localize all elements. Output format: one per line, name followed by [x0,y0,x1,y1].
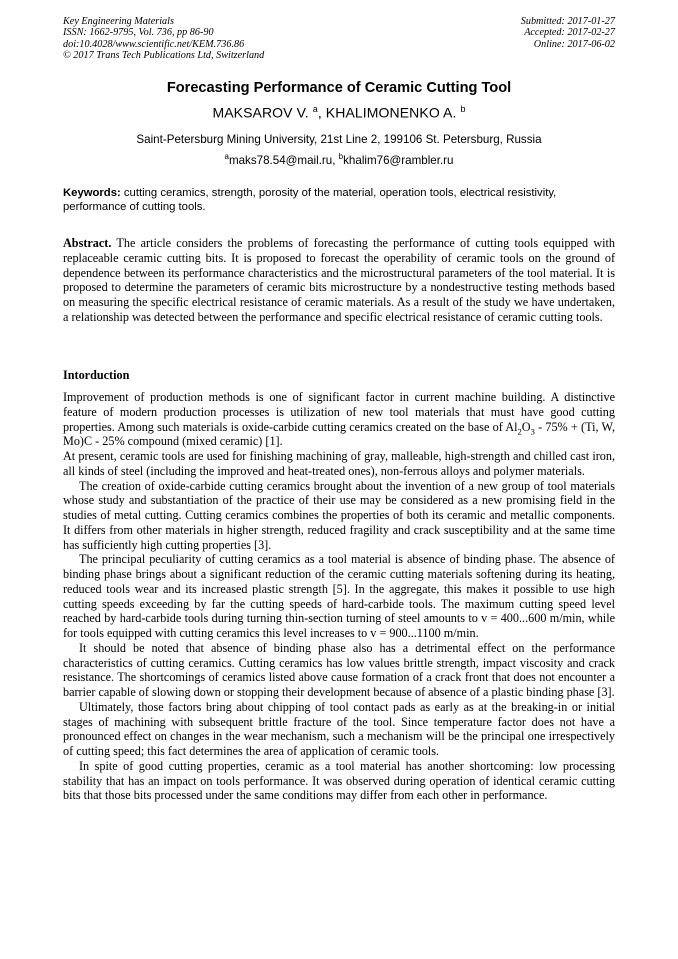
journal-header-left [63,16,264,62]
section-body [63,390,615,803]
abstract-block [63,236,615,325]
submitted-date: Submitted: 2017-01-27 [520,16,615,27]
journal-copyright: © 2017 Trans Tech Publications Ltd, Switzerland [63,50,265,62]
paragraph-6: Ultimately, those factors bring about chipping of tool contact pads as early as at the breaking-in or initial stages of machining with subsequent brittle fracture of the tool. Since temperature factor does not have a pronounced effect on changes in the wear mechanism, such a mechanism will be the principal one irrespectively of cutting speed; this fact determines the area of application of ceramic tools. [63,699,615,758]
keywords-label: Keywords: [63,187,121,199]
paragraph-3: The creation of oxide-carbide cutting ceramics brought about the invention of a new group of tool materials whose study and substantiation of the practice of their use may be considered as a new promising field in the studies of metal cutting. Cutting ceramics combines the properties of both its ceramic and metallic components. It differs from other materials in higher strength, reduced fragility and crack susceptibility and at the same time has sufficiently high cutting properties [3]. [63,478,615,552]
journal-name: Key Engineering Materials [63,16,174,27]
subscript-2: 2 [517,425,522,436]
keywords-block [63,186,615,214]
paragraph-7: In spite of good cutting properties, ceramic as a tool material has another shortcoming: low processing stability that has an impact on tools performance. It was observed during operation of identical ceramic cutting bits that those bits processed under the same conditions may differ from each other in performance. [63,758,615,803]
affiliation: Saint-Petersburg Mining University, 21st Line 2, 199106 St. Petersburg, Russia [136,133,542,146]
abstract-text: The article considers the problems of forecasting the performance of cutting tools equipped with replaceable ceramic cutting bits. It is proposed to forecast the operability of ceramic tools on the ground of dependence between its performance characteristics and the microstructural parameters of the tool material. It is proposed to determine the parameters of ceramic bits microstructure by a nondestructive testing methods based on measuring the specific electrical resistance of ceramic materials. As a result of the study we have undertaken, a relationship was detected between the performance and specific electrical resistance of ceramic cutting tools. [63,236,615,324]
email-a-link[interactable]: maks78.54@mail.ru, [228,153,339,167]
paragraph-1 [63,390,615,449]
author-line [0,104,678,121]
subscript-3: 3 [530,425,535,436]
paragraph-2: At present, ceramic tools are used for finishing machining of gray, malleable, high-strength and chilled cast iron, all kinds of steel (including the improved and heat-treated ones), non-ferrous alloys and polymer materials. [63,449,615,478]
section-heading: Intorduction [63,368,130,382]
keywords-text: cutting ceramics, strength, porosity of the material, operation tools, electrical resistivity, performance of cutting tools. [63,187,557,214]
email-line [0,152,678,167]
abstract-label: Abstract. [63,236,112,250]
email-b-mark: b [338,152,344,161]
paper-title: Forecasting Performance of Ceramic Cutting Tool [166,80,512,96]
paragraph-5: It should be noted that absence of binding phase also has a detrimental effect on the performance characteristics of cutting ceramics. Cutting ceramics has low values brittle strength, impact viscosity and crack resistance. The shortcomings of ceramics listed above cause formation of a crack front that does not encounter a barrier capable of slowing down or stopping their development because of absence of a plastic binding phase [3]. [63,640,615,699]
online-date: Online: 2017-06-02 [533,38,615,50]
journal-header-right [521,16,615,50]
journal-issn: ISSN: 1662-9795, Vol. 736, pp 86-90 [63,27,214,39]
paragraph-1-text-c: - 75% + (Ti, W, Mo)C - 25% compound (mixed ceramic) [1]. [63,419,615,449]
paragraph-4: The principal peculiarity of cutting ceramics as a tool material is absence of binding phase. The absence of binding phase brings about a significant reduction of the ceramic cutting materials softening during its heating, reduced tools wear and its increased plastic strength [5]. In the aggregate, this makes it possible to use high cutting speeds exceeding by far the cutting speeds of hard-carbide tools. The maximum cutting speed level reached by hard-carbide tools during turning thin-section turning of steel amounts to v = 400...600 m/min, while for tools equipped with cutting ceramics this level increases to v = 900...1100 m/min. [63,552,615,640]
accepted-date: Accepted: 2017-02-27 [524,27,615,39]
journal-doi[interactable]: doi:10.4028/www.scientific.net/KEM.736.86 [63,38,245,50]
paragraph-1-text-a: Improvement of production methods is one of significant factor in current machine building. A distinctive feature of modern production processes is utilization of new tool materials that must have good cutting properties. Among such materials is oxide-carbide cutting ceramics created on the base of Al [63,390,615,434]
email-a-mark: a [224,152,229,161]
paragraph-1-text-b: O [521,419,531,434]
author-1-affil-mark: a [312,104,318,114]
email-b-link[interactable]: khalim76@rambler.ru [343,153,454,167]
author-1: MAKSAROV V. [212,104,313,121]
author-2-affil-mark: b [460,104,466,114]
author-2: , KHALIMONENKO A. [317,104,461,121]
